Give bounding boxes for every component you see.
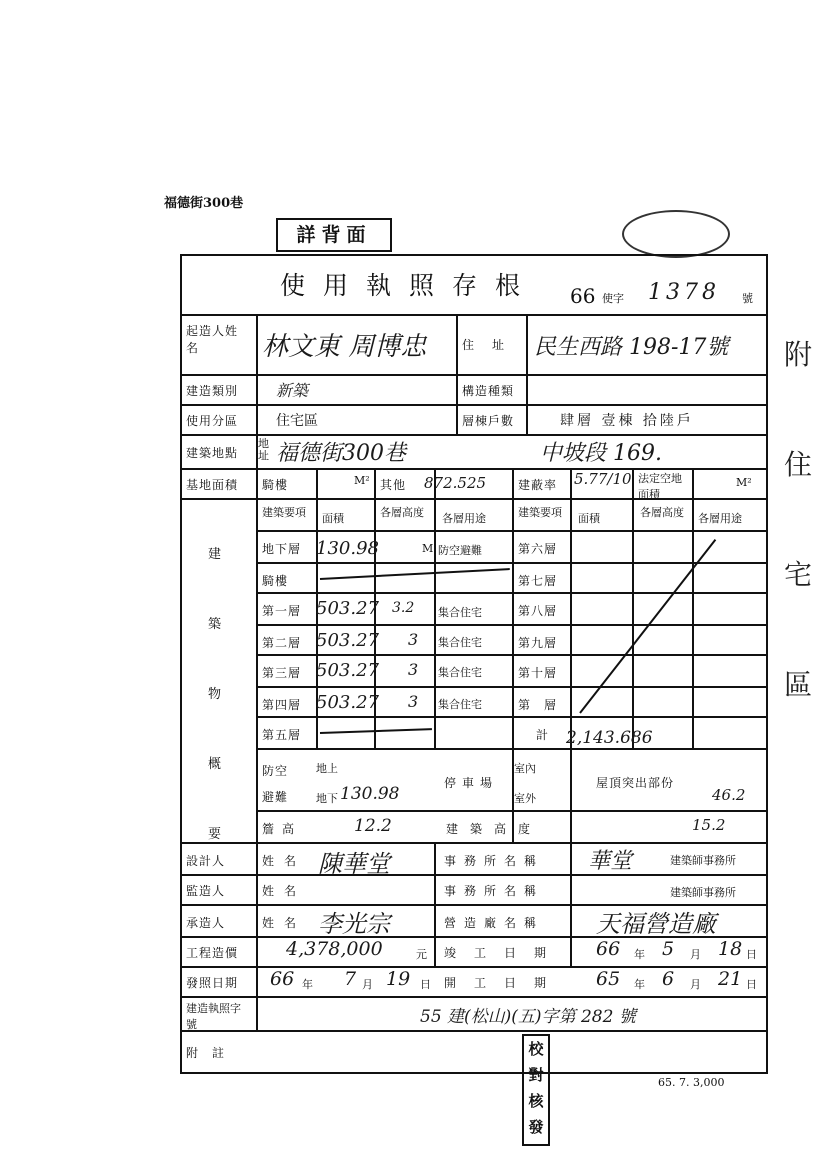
license-suffix: 號 [742, 292, 753, 305]
location-value: 福德街300巷 [276, 441, 406, 466]
rule [180, 842, 766, 844]
legal-space-unit: M² [736, 476, 752, 489]
completion-month: 5 [662, 938, 675, 960]
back-side-stamp-text: 詳背面 [296, 224, 372, 246]
rule [256, 686, 766, 688]
structure-label: 構造種類 [462, 384, 515, 398]
rule [526, 374, 528, 434]
floor-item: 地下層 [262, 542, 302, 556]
roof-value: 46.2 [712, 786, 746, 804]
rule [434, 842, 436, 966]
rule [632, 468, 634, 748]
completion-year: 66 [596, 938, 621, 960]
other-value: 872.525 [424, 474, 487, 492]
designer-name-label: 姓名 [262, 854, 307, 868]
floor-height-unit: M [422, 542, 434, 555]
back-side-stamp [276, 218, 392, 252]
rule [256, 654, 766, 656]
permit-value: 55 建(松山)(五)字第 282 號 [420, 1007, 636, 1027]
parking-indoor: 室內 [514, 762, 536, 775]
arcade-unit: M² [354, 474, 370, 487]
margin-text: 附住宅區 [784, 338, 813, 701]
floor-area: 503.27 [316, 630, 379, 651]
floor-item: 第三層 [262, 666, 302, 680]
floor-height: 3 [408, 630, 419, 649]
start-month: 6 [662, 968, 675, 990]
start-label: 開工日期 [444, 976, 565, 990]
floor-item: 第 層 [518, 698, 558, 712]
designer-office-suffix: 建築師事務所 [670, 854, 736, 867]
remarks-label: 附註 [186, 1046, 239, 1060]
verify-stamp [522, 1034, 550, 1146]
coverage-label: 建蔽率 [518, 478, 558, 492]
other-label: 其他 [380, 478, 407, 492]
firm-name: 天福營造廠 [596, 910, 716, 938]
floor-use: 集合住宅 [438, 606, 482, 619]
rule [256, 810, 766, 812]
col-header: 建築要項 [518, 506, 562, 519]
rule [180, 966, 766, 968]
floor-use: 集合住宅 [438, 636, 482, 649]
floor-item: 第二層 [262, 636, 302, 650]
floor-height: 3.2 [392, 600, 415, 616]
col-header: 各層用途 [698, 512, 742, 525]
col-header: 面積 [322, 512, 344, 525]
issue-day: 19 [386, 968, 411, 990]
completion-label: 竣工日期 [444, 946, 565, 960]
bldg-height-label: 建築高度 [446, 822, 543, 836]
legal-space-label: 法定空地面積 [638, 472, 682, 501]
issue-month: 7 [344, 968, 357, 990]
rule [256, 314, 258, 1030]
issue-label: 發照日期 [186, 976, 239, 990]
completion-month-unit: 月 [690, 948, 701, 961]
cost-yuan: 元 [416, 948, 427, 961]
designer-office: 華堂 [588, 849, 633, 874]
rule [180, 314, 766, 316]
supervisor-label: 監造人 [186, 884, 226, 898]
seal-mark [622, 210, 730, 258]
below-label: 地下 [316, 792, 338, 805]
rule [180, 1030, 766, 1032]
supervisor-office-label: 事務所名稱 [444, 884, 545, 898]
parking-outdoor: 室外 [514, 792, 536, 805]
rule [512, 468, 514, 842]
form-title: 使用執照存根 [280, 271, 539, 300]
rule [456, 314, 458, 374]
total-label: 計 [536, 728, 550, 742]
firm-label: 營造廠名稱 [444, 916, 545, 930]
floors-label: 層棟戶數 [462, 414, 515, 428]
air-raid-label: 防空避難 [262, 764, 289, 804]
supervisor-office-suffix: 建築師事務所 [670, 886, 736, 899]
owner-label: 起造人姓名 [186, 324, 239, 355]
verify-stamp-text: 校對核發 [528, 1040, 544, 1136]
floor-area: 503.27 [316, 692, 379, 713]
start-month-unit: 月 [690, 978, 701, 991]
contractor-name-label: 姓名 [262, 916, 307, 930]
site-area-label: 基地面積 [186, 478, 239, 492]
rule [180, 404, 766, 406]
rule [434, 468, 436, 748]
roof-label: 屋頂突出部份 [596, 776, 675, 790]
rule [256, 624, 766, 626]
floor-area: 130.98 [316, 538, 379, 559]
designer-name: 陳華堂 [318, 850, 390, 878]
lot-value: 中坡段 169. [540, 441, 662, 466]
issue-month-unit: 月 [362, 978, 373, 991]
owner-address: 民生西路 198-17號 [534, 335, 729, 360]
floor-area: 503.27 [316, 660, 379, 681]
rule [256, 530, 766, 532]
rule [570, 468, 572, 842]
rule [180, 996, 766, 998]
floor-item: 第九層 [518, 636, 558, 650]
eave-label: 簷高 [262, 822, 303, 836]
print-info: 65. 7. 3,000 [658, 1076, 725, 1089]
eave-value: 12.2 [354, 816, 392, 836]
floor-item: 第四層 [262, 698, 302, 712]
floor-item: 第五層 [262, 728, 302, 742]
start-day-unit: 日 [746, 978, 757, 991]
col-header: 面積 [578, 512, 600, 525]
rule [256, 592, 766, 594]
floor-item: 第十層 [518, 666, 558, 680]
floor-item: 第七層 [518, 574, 558, 588]
completion-day: 18 [718, 938, 743, 960]
rule [180, 874, 766, 876]
completion-year-unit: 年 [634, 948, 645, 961]
below-value: 130.98 [340, 784, 400, 804]
floor-area: 503.27 [316, 598, 379, 619]
floor-item: 第一層 [262, 604, 302, 618]
file-label: 福德街300巷 [164, 196, 244, 211]
floor-height: 3 [408, 692, 419, 711]
total-value: 2,143.686 [566, 728, 653, 748]
zone-value: 住宅區 [276, 413, 318, 429]
start-year: 65 [596, 968, 621, 990]
start-year-unit: 年 [634, 978, 645, 991]
col-header: 各層高度 [640, 506, 684, 519]
issue-day-unit: 日 [420, 978, 431, 991]
cost-value: 4,378,000 [286, 938, 383, 960]
overview-label: 建築物概要 [208, 547, 223, 842]
rule [692, 468, 694, 748]
rule [256, 562, 766, 564]
parking-label: 停車場 [444, 776, 499, 790]
floors-value: 肆層 壹棟 拾陸戶 [560, 413, 694, 429]
coverage-value: 5.77/10 [574, 470, 632, 488]
designer-label: 設計人 [186, 854, 226, 868]
col-header: 各層高度 [380, 506, 424, 519]
designer-office-label: 事務所名稱 [444, 854, 545, 868]
build-type-value: 新築 [276, 381, 309, 400]
issue-year-unit: 年 [302, 978, 313, 991]
rule [456, 374, 458, 434]
cost-label: 工程造價 [186, 946, 239, 960]
rule [526, 314, 528, 374]
floor-height: 3 [408, 660, 419, 679]
permit-label: 建造執照字號 [186, 1002, 241, 1031]
col-header: 各層用途 [442, 512, 486, 525]
contractor-label: 承造人 [186, 916, 226, 930]
build-type-label: 建造類別 [186, 384, 239, 398]
floor-use: 集合住宅 [438, 666, 482, 679]
rule [256, 748, 766, 750]
floor-item: 騎樓 [262, 574, 289, 588]
completion-day-unit: 日 [746, 948, 757, 961]
license-year: 66 [570, 284, 596, 308]
contractor-name: 李光宗 [318, 910, 390, 938]
location-label: 建築地點 [186, 446, 239, 460]
address-label: 住址 [462, 338, 523, 352]
floor-item: 第八層 [518, 604, 558, 618]
rule [256, 716, 766, 718]
floor-item: 第六層 [518, 542, 558, 556]
arcade-label: 騎樓 [262, 478, 289, 492]
owner-name: 林文東 周博忠 [262, 332, 427, 362]
col-header: 建築要項 [262, 506, 306, 519]
license-number: 1378 [648, 280, 720, 305]
zone-label: 使用分區 [186, 414, 239, 428]
bldg-height-value: 15.2 [692, 816, 726, 834]
rule [180, 374, 766, 376]
rule [570, 842, 572, 966]
above-label: 地上 [316, 762, 338, 775]
supervisor-name-label: 姓名 [262, 884, 307, 898]
issue-year: 66 [270, 968, 295, 990]
floor-use: 集合住宅 [438, 698, 482, 711]
rule [180, 434, 766, 436]
license-word: 使字 [602, 292, 624, 305]
floor-use: 防空避難 [438, 544, 482, 557]
start-day: 21 [718, 968, 743, 990]
location-prefix: 地址 [258, 437, 269, 462]
